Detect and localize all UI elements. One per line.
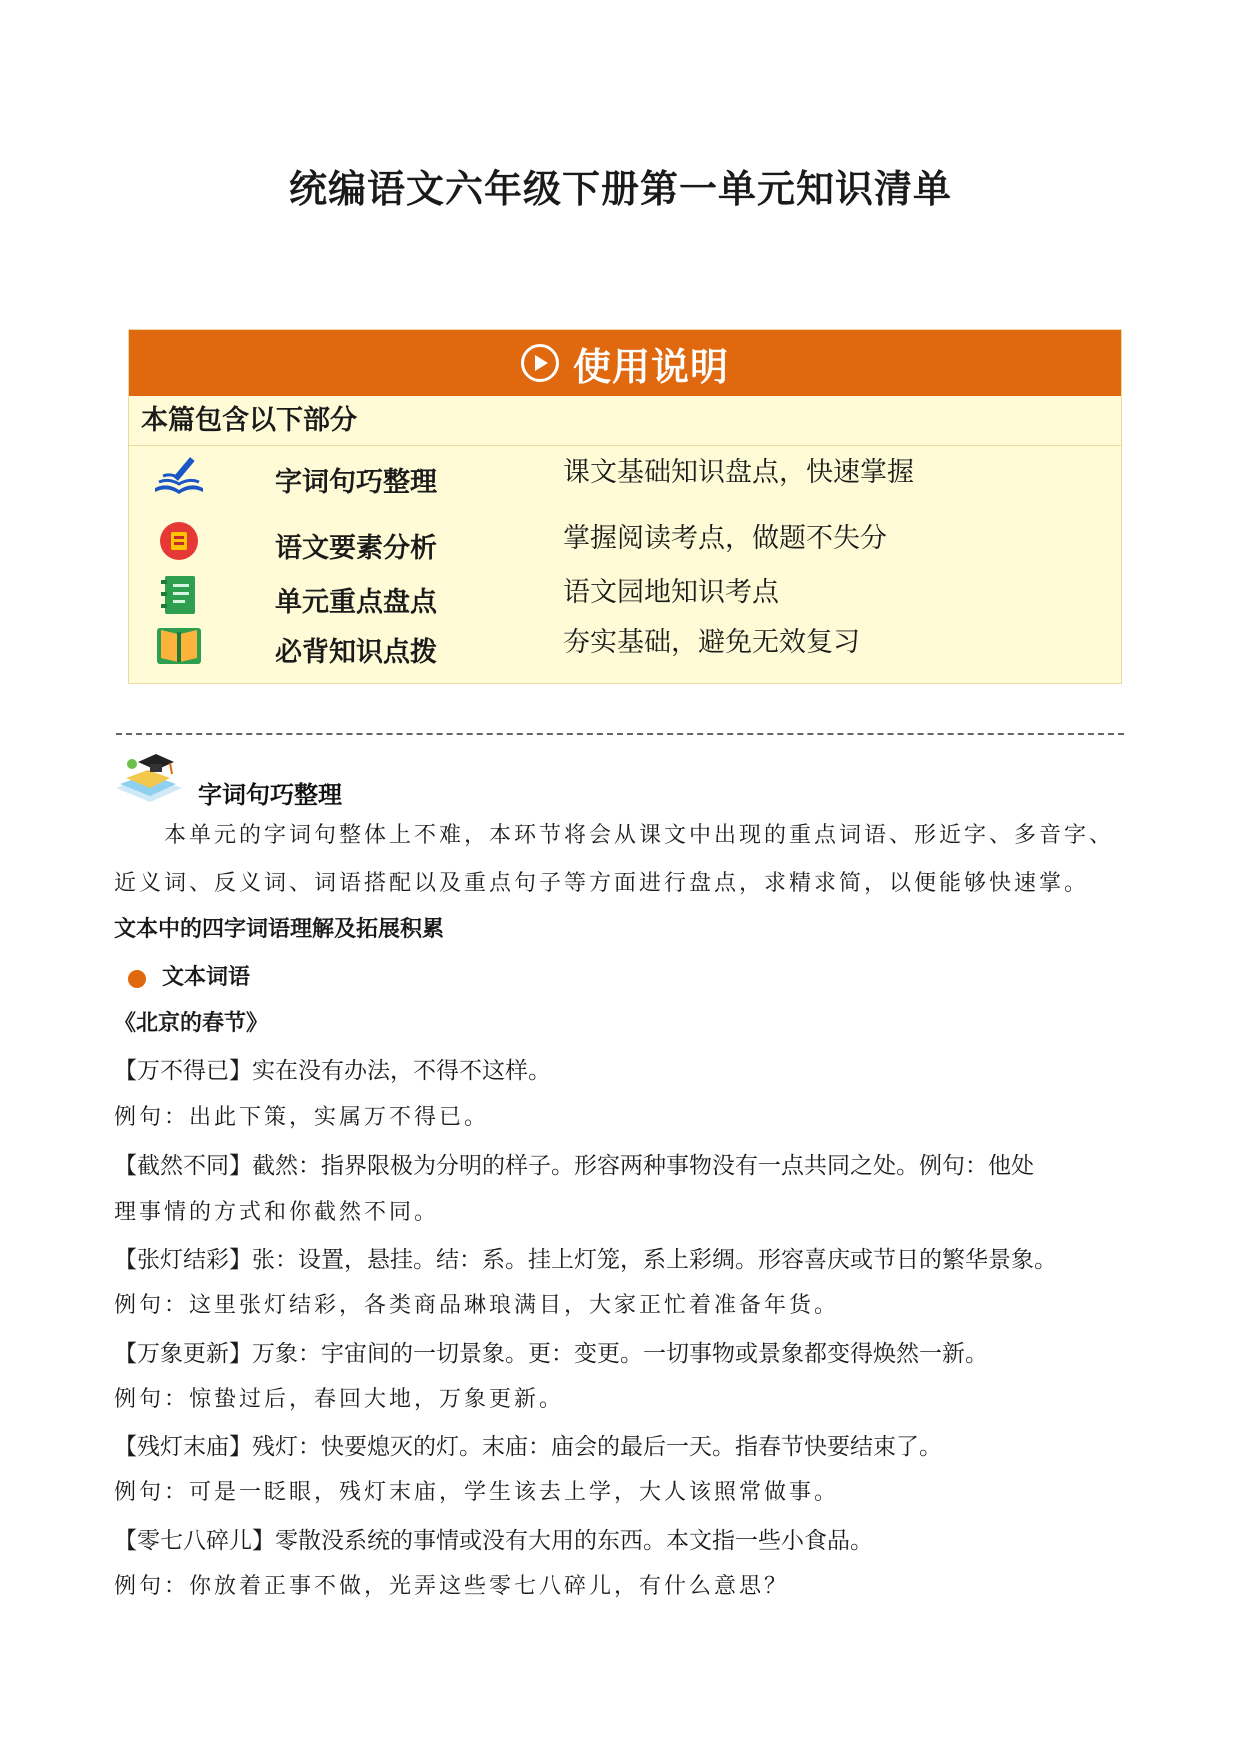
usage-item-label: 字词句巧整理 xyxy=(275,467,437,498)
graduation-cap-books-icon xyxy=(112,748,186,804)
subheading: 文本中的四字词语理解及拓展积累 xyxy=(114,917,445,942)
usage-item-desc: 夯实基础，避免无效复习 xyxy=(563,627,860,658)
usage-item-label: 语文要素分析 xyxy=(275,533,437,564)
usage-item-4 xyxy=(129,620,1123,670)
usage-header xyxy=(129,330,1121,396)
intro-paragraph-line-2: 近义词、反义词、词语搭配以及重点句子等方面进行盘点，求精求简，以便能够快速掌。 xyxy=(114,871,1090,896)
green-notebook-icon xyxy=(151,574,207,616)
play-icon xyxy=(521,344,559,382)
usage-subtitle: 本篇包含以下部分 xyxy=(129,396,1121,446)
pen-book-icon xyxy=(151,454,207,496)
entry-line: 【截然不同】截然：指界限极为分明的样子。形容两种事物没有一点共同之处。例句：他处 xyxy=(114,1153,1034,1179)
section-divider xyxy=(116,733,1124,735)
entry-line: 【万象更新】万象：宇宙间的一切景象。更：变更。一切事物或景象都变得焕然一新。 xyxy=(114,1341,988,1367)
usage-item-1 xyxy=(129,450,1123,500)
usage-item-2 xyxy=(129,516,1123,566)
example-line: 例句：出此下策，实属万不得已。 xyxy=(114,1105,490,1130)
entry-line: 【张灯结彩】张：设置，悬挂。结：系。挂上灯笼，系上彩绸。形容喜庆或节日的繁华景象。 xyxy=(114,1247,1057,1273)
entry-line: 【零七八碎儿】零散没系统的事情或没有大用的东西。本文指一些小食品。 xyxy=(114,1528,873,1554)
red-badge-icon xyxy=(151,520,207,562)
example-line: 例句：你放着正事不做，光弄这些零七八碎儿，有什么意思？ xyxy=(114,1574,790,1599)
usage-item-label: 单元重点盘点 xyxy=(275,587,437,618)
usage-item-desc: 课文基础知识盘点，快速掌握 xyxy=(563,457,914,488)
page-title: 统编语文六年级下册第一单元知识清单 xyxy=(288,167,952,211)
usage-item-3 xyxy=(129,570,1123,620)
bullet-title: 文本词语 xyxy=(162,965,251,990)
usage-item-label: 必背知识点拨 xyxy=(275,637,437,668)
entry-line: 理事情的方式和你截然不同。 xyxy=(114,1200,440,1225)
bullet-dot xyxy=(128,970,146,988)
section-title: 字词句巧整理 xyxy=(198,781,342,809)
lesson-title: 《北京的春节》 xyxy=(114,1011,269,1036)
open-book-icon xyxy=(151,624,207,666)
usage-box xyxy=(128,329,1122,684)
entry-line: 【万不得已】实在没有办法，不得不这样。 xyxy=(114,1058,551,1084)
usage-item-desc: 语文园地知识考点 xyxy=(563,577,779,608)
intro-paragraph-line-1: 本单元的字词句整体上不难，本环节将会从课文中出现的重点词语、形近字、多音字、 xyxy=(164,823,1115,848)
usage-header-label: 使用说明 xyxy=(572,344,729,389)
example-line: 例句：这里张灯结彩，各类商品琳琅满目，大家正忙着准备年货。 xyxy=(114,1293,840,1318)
example-line: 例句：可是一眨眼，残灯末庙，学生该去上学，大人该照常做事。 xyxy=(114,1480,840,1505)
entry-line: 【残灯末庙】残灯：快要熄灭的灯。末庙：庙会的最后一天。指春节快要结束了。 xyxy=(114,1434,942,1460)
example-line: 例句：惊蛰过后，春回大地，万象更新。 xyxy=(114,1387,565,1412)
usage-item-desc: 掌握阅读考点，做题不失分 xyxy=(563,523,887,554)
